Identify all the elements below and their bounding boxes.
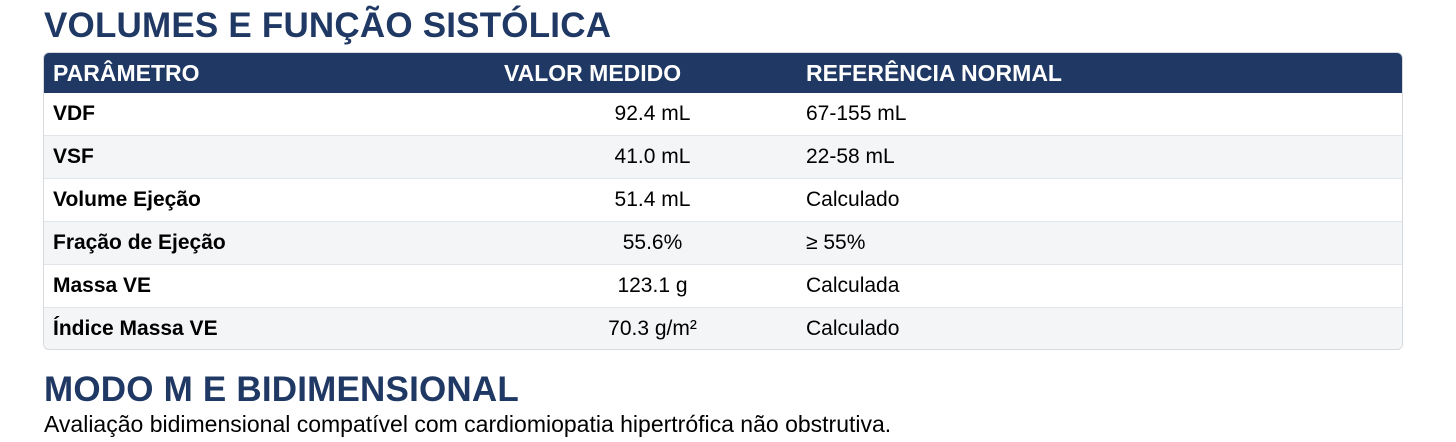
volumes-table bbox=[44, 53, 1403, 350]
table-row bbox=[44, 222, 1403, 265]
header-valor-medido bbox=[499, 53, 806, 93]
row-reference: Calculada bbox=[806, 265, 1403, 308]
table-row bbox=[44, 136, 1403, 179]
volumes-table-container bbox=[43, 52, 1403, 350]
row-param: Massa VE bbox=[44, 265, 499, 308]
header-parametro: PARÂMETRO bbox=[44, 53, 499, 93]
header-valor-medido-label: VALOR MEDIDO bbox=[504, 59, 682, 86]
section-description: Avaliação bidimensional compatível com cardiomiopatia hipertrófica não obstrutiva. bbox=[44, 411, 892, 437]
row-reference: Calculado bbox=[806, 179, 1403, 222]
row-param: Índice Massa VE bbox=[44, 308, 499, 351]
section-title-volumes: VOLUMES E FUNÇÃO SISTÓLICA bbox=[44, 6, 612, 45]
section-title-modo-m: MODO M E BIDIMENSIONAL bbox=[44, 370, 519, 409]
header-referencia-normal: REFERÊNCIA NORMAL bbox=[806, 53, 1403, 93]
row-value: 51.4 mL bbox=[499, 179, 806, 222]
table-row bbox=[44, 265, 1403, 308]
row-param: VSF bbox=[44, 136, 499, 179]
row-reference: 22-58 mL bbox=[806, 136, 1403, 179]
row-reference: 67-155 mL bbox=[806, 102, 907, 125]
row-value: 92.4 mL bbox=[614, 102, 691, 125]
table-row bbox=[44, 179, 1403, 222]
table-row bbox=[44, 93, 1403, 136]
row-value: 41.0 mL bbox=[499, 136, 806, 179]
row-value: 70.3 g/m² bbox=[499, 308, 806, 351]
row-value: 55.6% bbox=[499, 222, 806, 265]
table-header-row bbox=[44, 53, 1403, 93]
row-reference: Calculado bbox=[806, 308, 1403, 351]
row-param: Volume Ejeção bbox=[44, 179, 499, 222]
row-param: VDF bbox=[53, 102, 95, 125]
table-row bbox=[44, 308, 1403, 351]
row-reference: ≥ 55% bbox=[806, 222, 1403, 265]
row-value: 123.1 g bbox=[499, 265, 806, 308]
row-param: Fração de Ejeção bbox=[44, 222, 499, 265]
